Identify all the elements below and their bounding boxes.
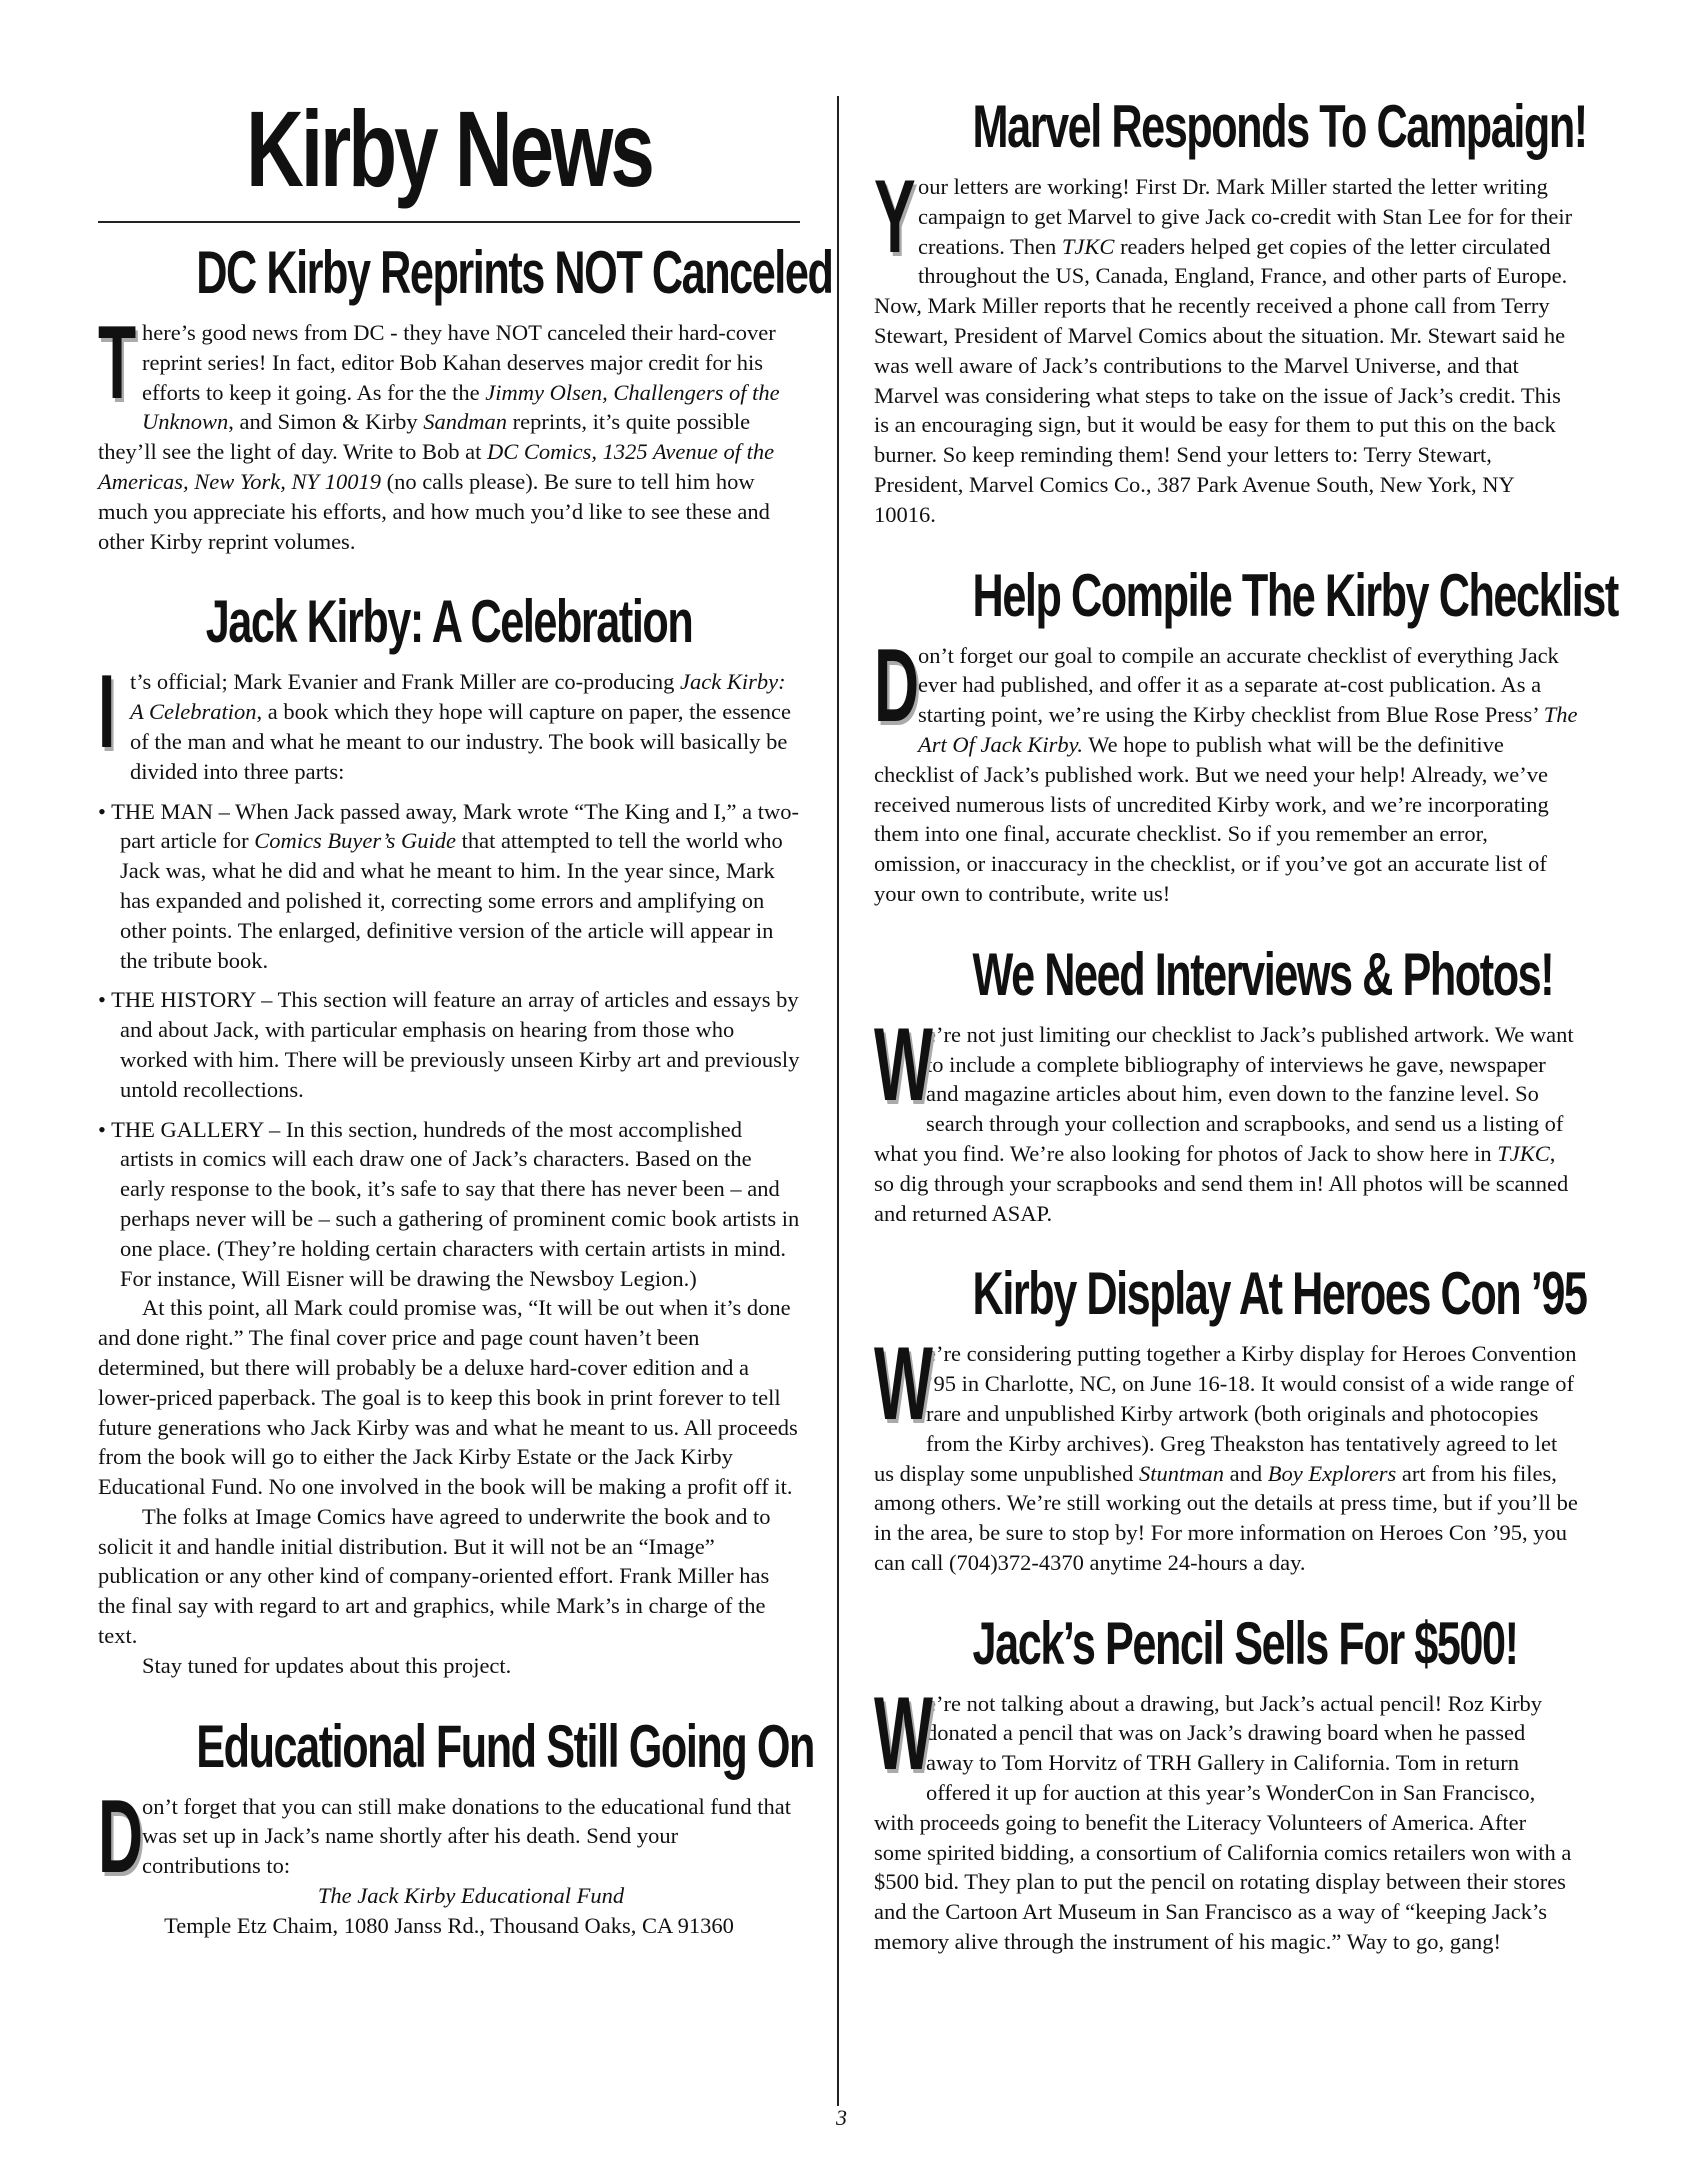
text-run-italic: The Art Of Jack Kirby. [918,702,1578,757]
article-educational-fund [98,1712,815,1941]
right-column [874,93,1618,1991]
article-heroes-con [874,1260,1587,1577]
article-body [874,1326,1578,1577]
text-run: , so dig through your scrapbooks and send them in! All photos will be scanned and returned ASAP. [874,1140,1569,1226]
text-run: , and Simon & Kirby [228,409,424,435]
article-body [98,305,800,556]
text-run: , a book which they hope will capture on paper, the essence of the man and what he meant to our industry. The book will basically be divided into three parts: [130,699,791,784]
text-run: on’t forget our goal to compile an accurate checklist of everything Jack ever had published, and offer it as a separate at-cost publication. As a starting point, we’re using the Kirby checklist from Blue Rose Press’ [918,642,1559,728]
article-title: Jack’s Pencil Sells For $500! [972,1609,1518,1677]
drop-cap: W [874,1326,933,1443]
drop-cap: D [874,627,920,744]
text-run: e’re considering putting together a Kirby display for Heroes Convention ’95 in Charlotte, NC, on June 16-18. It would consist of a wide range of rare and unpublished Kirby artwork (both originals and photocopies from the Kirby archives). Greg Theakston has tentatively agreed to let us display some unpublished [874,1341,1577,1486]
article-body [98,654,800,786]
article-checklist [874,561,1618,909]
text-run: e’re not just limiting our checklist to Jack’s published artwork. We want to include a complete bibliography of interviews he gave, newspaper and magazine articles about him, even down to the fanzine level. So search through your collection and scrapbooks, and send us a listing of what you find. We’re also looking for photos of Jack to show here in [874,1021,1574,1166]
masthead-rule [98,221,800,223]
masthead-title: Kirby News [246,88,652,209]
text-run: t’s official; Mark Evanier and Frank Miller are co-producing [130,669,681,695]
article-pencil-sale [874,1609,1578,1957]
article-body [874,1006,1578,1229]
text-run: here’s good news from DC - they have NOT canceled their hard-cover reprint series! In fact, editor Bob Kahan deserves major credit for his efforts to keep it going. As for the the [142,320,776,405]
text-run: We hope to publish what will be the definitive checklist of Jack’s published work. But we need your help! Already, we’ve received numerous lists of uncredited Kirby work, and we’re incorporating them into one final, accurate checklist. So if you remember an error, omission, or inaccuracy in the checklist, or if you’ve got an accurate list of your own to contribute, write us! [874,731,1549,906]
drop-cap: W [874,1006,933,1123]
article-title: Marvel Responds To Campaign! [972,93,1587,160]
text-run-italic: Sandman [423,409,507,435]
bullet-the-man [98,797,800,976]
drop-cap: W [874,1675,933,1792]
bullet-the-gallery: • THE GALLERY – In this section, hundreds of the most accomplished artists in comics will each draw one of Jack’s characters. Based on the early response to the book, it’s safe to say that there has never been – and perhaps never will be – such a gathering of prominent comic book artists in one place. (They’re holding certain characters with certain artists in mind. For instance, Will Eisner will be drawing the Newsboy Legion.) [98,1116,800,1291]
text-run-italic: Jimmy Olsen, Challengers of the Unknown [142,379,780,435]
article-marvel-responds [874,93,1587,530]
article-body [874,159,1578,530]
text-run-italic: The Jack Kirby Educational Fund [317,1883,625,1909]
fund-address-street: Temple Etz Chaim, 1080 Janss Rd., Thousand Oaks, CA 91360 [164,1912,734,1938]
article-title: Educational Fund Still Going On [196,1712,815,1780]
text-run: e’re not talking about a drawing, but Jack’s actual pencil! Roz Kirby donated a pencil that was on Jack’s drawing board when he passed away to Tom Horvitz of TRH Gallery in California. Tom in return offered it up for auction at this year’s WonderCon in San Francisco, with proceeds going to benefit the Literacy Volunteers of America. After some spirited bidding, a consortium of California comics retailers won with a $500 bid. They plan to put the pencil on rotating display between their stores and the Cartoon Art Museum in San Francisco as a way of “keeping Jack’s memory alive through the instrument of his magic.” Way to go, gang! [874,1690,1572,1955]
text-run: art from his files, among others. We’re still working out the details at press time, but if you’ll be in the area, be sure to stop by! For more information on Heroes Con ’95, you can call (704)372-4370 anytime 24-hours a day. [874,1460,1578,1575]
drop-cap: I [98,654,116,771]
text-run: (no calls please). Be sure to tell him how much you appreciate his efforts, and how much you’d like to see these and other Kirby reprint volumes. [98,468,770,554]
article-celebration [98,590,800,1680]
page-number: 3 [836,2105,847,2130]
text-run: that attempted to tell the world who Jack was, what he did and what he meant to him. In the year since, Mark has expanded and polished it, correcting some errors and amplifying on other points. The enlarged, definitive version of the article will appear in the tribute book. [120,828,783,973]
article-title: We Need Interviews & Photos! [972,940,1554,1008]
text-run: reprints, it’s quite possible they’ll see the light of day. Write to Bob at [98,409,751,465]
article-title: Help Compile The Kirby Checklist [972,561,1618,629]
text-run-italic: Jack Kirby: A Celebration [130,669,786,725]
text-run: • THE MAN – When Jack passed away, Mark wrote “The King and I,” a two-part article for [98,798,800,854]
text-run-italic: Stuntman [1139,1460,1225,1486]
text-run-italic: Comics Buyer’s Guide [254,828,456,854]
paragraph: Stay tuned for updates about this project. [142,1652,512,1678]
article-body [874,627,1578,909]
article-body [98,1778,800,1895]
text-run-italic: TJKC [1497,1140,1550,1166]
drop-cap: D [98,1778,144,1895]
paragraph: At this point, all Mark could promise was, “It will be out when it’s done and done right.” The final cover price and page count haven’t been determined, but there will probably be a deluxe hard-cover edition and a lower-priced paperback. The goal is to keep this book in print forever to tell future generations who Jack Kirby was and what he meant to us. All proceeds from the book will go to either the Jack Kirby Estate or the Jack Kirby Educational Fund. No one involved in the book will be making a profit off it. [98,1295,798,1500]
article-dc-reprints [98,239,833,556]
article-interviews-photos [874,940,1578,1229]
text-run-italic: DC Comics, 1325 Avenue of the Americas, New York, NY 10019 [98,439,775,494]
text-run: our letters are working! First Dr. Mark Miller started the letter writing campaign to get Marvel to give Jack co-credit with Stan Lee for for their creations. Then [918,174,1573,259]
text-run-italic: Boy Explorers [1267,1460,1397,1486]
fund-address-name [98,1881,800,1911]
left-column [98,88,833,1975]
article-title: Kirby Display At Heroes Con ’95 [972,1260,1587,1328]
text-run: on’t forget that you can still make donations to the educational fund that was set up in Jack’s name shortly after his death. Send your contributions to: [142,1793,792,1879]
article-body [874,1675,1578,1957]
bullet-the-history: • THE HISTORY – This section will feature an array of articles and essays by and about Jack, with particular emphasis on hearing from those who worked with him. There will be previously unseen Kirby art and previously untold recollections. [98,987,800,1102]
article-title: DC Kirby Reprints NOT Canceled [196,239,833,306]
text-run: readers helped get copies of the letter circulated throughout the US, Canada, England, France, and other parts of Europe. Now, Mark Miller reports that he recently received a phone call from Terry Stewart, President of Marvel Comics about the situation. Mr. Stewart said he was well aware of Jack’s contributions to the Marvel Universe, and that Marvel was considering what steps to take on the issue of Jack’s credit. This is an encouraging sign, but it would be easy for them to put this on the back burner. So keep reminding them! Send your letters to: Terry Stewart, President, Marvel Comics Co., 387 Park Avenue South, New York, NY 10016. [874,233,1568,527]
drop-cap: Y [874,159,916,275]
text-run-italic: TJKC [1061,233,1115,259]
paragraph: The folks at Image Comics have agreed to underwrite the book and to solicit it and handle initial distribution. But it will not be an “Image” publication or any other kind of company-oriented effort. Frank Miller has the final say with regard to art and graphics, while Mark’s in charge of the text. [98,1503,771,1649]
column-divider [837,96,839,2106]
drop-cap: T [98,305,137,421]
article-title: Jack Kirby: A Celebration [205,588,693,656]
text-run: and [1224,1460,1268,1486]
